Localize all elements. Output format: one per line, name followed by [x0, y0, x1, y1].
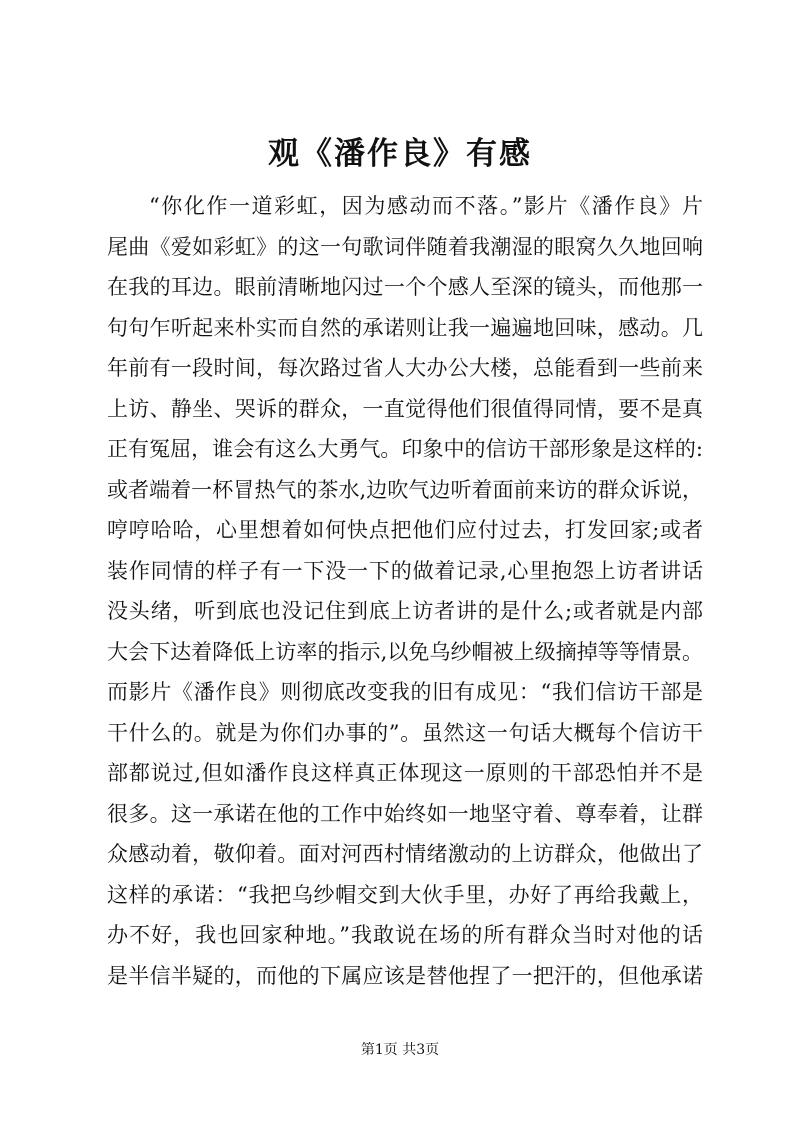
paragraph-line: 尾曲《爱如彩虹》的这一句歌词伴随着我潮湿的眼窝久久地回响 [107, 234, 703, 259]
paragraph-line: 大会下达着降低上访率的指示,以免乌纱帽被上级摘掉等等情景。 [107, 639, 703, 664]
paragraph-line: 装作同情的样子有一下没一下的做着记录,心里抱怨上访者讲话 [107, 558, 703, 583]
document-title: 观《潘作良》有感 [268, 136, 532, 172]
paragraph-line: 或者端着一杯冒热气的茶水,边吹气边听着面前来访的群众诉说， [107, 477, 703, 502]
paragraph-line: 正有冤屈，谁会有这么大勇气。印象中的信访干部形象是这样的: [107, 437, 703, 461]
paragraph-line: 这样的承诺：“我把乌纱帽交到大伙手里，办好了再给我戴上， [107, 882, 703, 907]
paragraph-line: 是半信半疑的，而他的下属应该是替他捏了一把汗的，但他承诺 [107, 963, 703, 988]
paragraph-line: 而影片《潘作良》则彻底改变我的旧有成见：“我们信访干部是 [107, 680, 703, 704]
paragraph-line: 哼哼哈哈，心里想着如何快点把他们应付过去，打发回家;或者 [107, 518, 703, 542]
paragraph-line: 年前有一段时间，每次路过省人大办公大楼，总能看到一些前来 [107, 356, 703, 380]
document-body [107, 186, 703, 996]
paragraph-line: 众感动着，敬仰着。面对河西村情绪激动的上访群众，他做出了 [107, 842, 703, 866]
page-footer: 第1页 共3页 [360, 1042, 440, 1058]
paragraph-line: 在我的耳边。眼前清晰地闪过一个个感人至深的镜头，而他那一 [107, 275, 703, 299]
paragraph-line: 干什么的。就是为你们办事的”。虽然这一句话大概每个信访干 [107, 720, 703, 745]
paragraph-line: “你化作一道彩虹，因为感动而不落。”影片《潘作良》片 [149, 194, 703, 218]
paragraph-line: 部都说过,但如潘作良这样真正体现这一原则的干部恐怕并不是 [107, 761, 703, 785]
paragraph-line: 句句乍听起来朴实而自然的承诺则让我一遍遍地回味，感动。几 [107, 315, 703, 340]
paragraph-line: 很多。这一承诺在他的工作中始终如一地坚守着、尊奉着，让群 [107, 801, 703, 826]
paragraph-line: 没头绪，听到底也没记住到底上访者讲的是什么;或者就是内部 [107, 599, 703, 623]
paragraph-line: 办不好，我也回家种地。”我敢说在场的所有群众当时对他的话 [107, 923, 703, 947]
paragraph-line: 上访、静坐、哭诉的群众，一直觉得他们很值得同情，要不是真 [107, 396, 703, 421]
